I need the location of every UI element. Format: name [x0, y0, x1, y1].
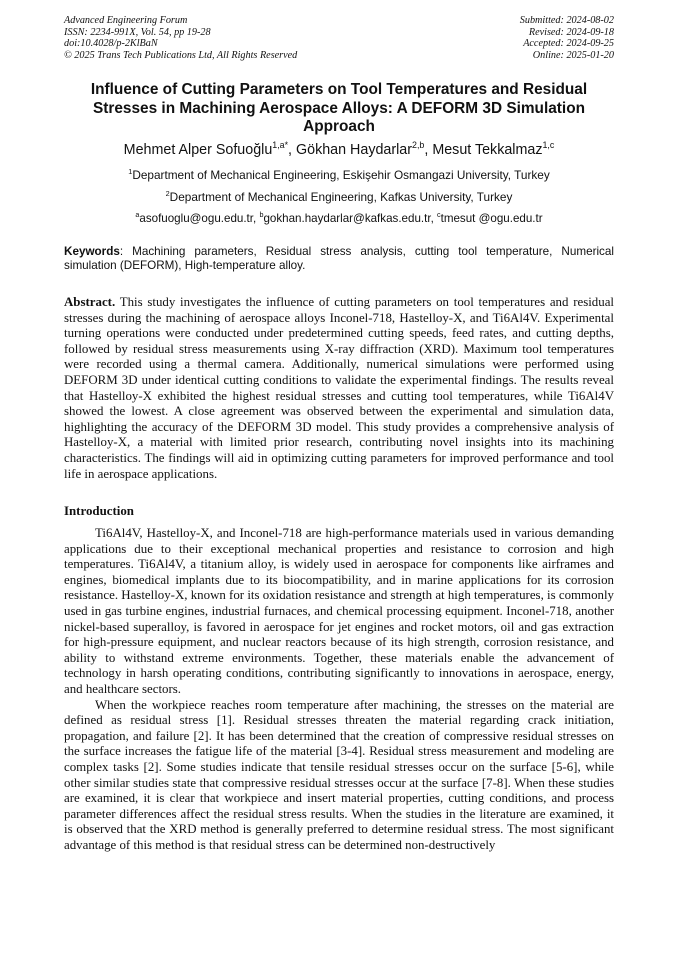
submitted-date: Submitted: 2024-08-02 — [519, 15, 614, 26]
affiliation-text: Department of Mechanical Engineering, Kafkas University, Turkey — [169, 190, 513, 204]
email-separator: , — [253, 212, 260, 225]
intro-paragraph-1: Ti6Al4V, Hastelloy-X, and Inconel-718 are high-performance materials used in various demanding applications due to their exceptional mechanical properties and resistance to corrosion and high temperatures. Ti6Al4V, a titanium alloy, is widely used in aerospace for components like airframes and engines, biomedical implants due to its biocompatibility, and in marine applications for its corrosion resistance. Hastelloy-X, known for its oxidation resistance and strength at high temperatures, is commonly used in gas turbine engines, industrial furnaces, and chemical processing equipment. Inconel-718, another nickel-based superalloy, is favored in aerospace for jet engines and rocket motors, oil and gas extraction for high-pressure equipment, and nuclear reactors because of its high strength, corrosion resistance, and ability to withstand extreme environments. Together, these materials enable the advancement of technology in harsh operating conditions, contributing significantly to innovations in aerospace, energy, and healthcare sectors. — [64, 526, 614, 696]
abstract-label: Abstract. — [64, 295, 116, 309]
keywords-label: Keywords — [64, 245, 120, 258]
revised-date: Revised: 2024-09-18 — [528, 26, 614, 38]
author-name: Mehmet Alper Sofuoğlu — [123, 142, 273, 158]
author-separator: , — [424, 142, 433, 158]
introduction-body — [64, 526, 614, 853]
journal-info — [64, 15, 297, 61]
journal-name: Advanced Engineering Forum — [64, 15, 188, 26]
email-mark: a — [135, 210, 140, 220]
abstract-section — [64, 295, 614, 482]
author-emails — [40, 212, 638, 226]
copyright: © 2025 Trans Tech Publications Ltd, All Rights Reserved — [64, 49, 298, 61]
author-name: Mesut Tekkalmaz — [432, 142, 543, 158]
author-separator: , — [288, 142, 296, 158]
affiliation-1 — [40, 168, 638, 182]
abstract-text: This study investigates the influence of cutting parameters on tool temperatures and residual stresses during the machining of aerospace alloys Inconel-718, Hastelloy-X, and Ti6Al4V. Experimental turning operations were conducted under predetermined cutting speeds, feed rates, and cutting depths, followed by residual stress measurements using X-ray diffraction (XRD). Maximum tool temperatures were recorded using a thermal camera. Additionally, numerical simulations were performed using DEFORM 3D under identical cutting conditions to validate the experimental findings. The results reveal that Hastelloy-X exhibited the highest residual stresses and cutting tool temperatures, while Ti6Al4V showed the lowest. A close agreement was observed between the experimental and simulation data, highlighting the accuracy of the DEFORM 3D model. This study provides a comprehensive analysis of Hastelloy-X, a material with limited prior research, contributing novel insights into its machining characteristics. The findings will aid in optimizing cutting parameters for improved performance and tool life in aerospace applications. — [64, 295, 614, 481]
keywords-section — [64, 245, 614, 274]
paper-title: Influence of Cutting Parameters on Tool Temperatures and Residual Stresses in Machining Aerospace Alloys: A DEFORM 3D Simulation Approach — [90, 81, 588, 136]
affiliation-mark: 1 — [128, 167, 133, 177]
author-affiliation-mark: 1,a* — [272, 140, 289, 151]
author-list — [40, 141, 638, 159]
intro-paragraph-2: When the workpiece reaches room temperature after machining, the stresses on the material are defined as residual stress [1]. Residual stresses threaten the material regarding crack initiation, propagation, and failure [2]. It has been determined that the creation of compressive residual stresses on the surface increases the fatigue life of the material [3-4]. Residual stress measurement and modeling are complex tasks [2]. Some studies indicate that tensile residual stresses occur on the surface [5-6], while other similar studies state that compressive residual stresses occur at the surface [7-8]. When these studies are examined, it is clear that workpiece and insert material properties, cutting conditions, and process parameter differences affect the residual stress results. When the studies in the literature are examined, it is observed that the XRD method is generally preferred to determine residual stress. The most significant advantage of this method is that residual stress can be determined non-destructively — [64, 697, 614, 852]
email-link[interactable]: gokhan.haydarlar@kafkas.edu.tr — [263, 212, 431, 225]
author-name: Gökhan Haydarlar — [296, 142, 413, 158]
email-link[interactable]: asofuoglu@ogu.edu.tr — [139, 212, 253, 225]
email-mark: b — [259, 210, 264, 220]
publication-dates — [520, 15, 614, 61]
doi[interactable]: doi:10.4028/p-2KlBaN — [64, 38, 158, 50]
email-separator: , — [430, 212, 438, 225]
email-mark: c — [437, 210, 441, 220]
keywords-text: : Machining parameters, Residual stress analysis, cutting tool temperature, Numerical simulation (DEFORM), High-temperature alloy. — [64, 245, 614, 273]
introduction-heading: Introduction — [64, 504, 134, 518]
author-affiliation-mark: 2,b — [412, 140, 425, 151]
email-link[interactable]: tmesut @ogu.edu.tr — [440, 212, 543, 225]
online-date: Online: 2025-01-20 — [532, 49, 614, 61]
affiliation-text: Department of Mechanical Engineering, Eskişehir Osmangazi University, Turkey — [132, 168, 550, 182]
issn-volume-pages: ISSN: 2234-991X, Vol. 54, pp 19-28 — [64, 26, 211, 38]
author-affiliation-mark: 1,c — [542, 140, 555, 151]
affiliation-2 — [40, 190, 638, 204]
accepted-date: Accepted: 2024-09-25 — [523, 38, 614, 50]
affiliation-mark: 2 — [165, 189, 170, 199]
